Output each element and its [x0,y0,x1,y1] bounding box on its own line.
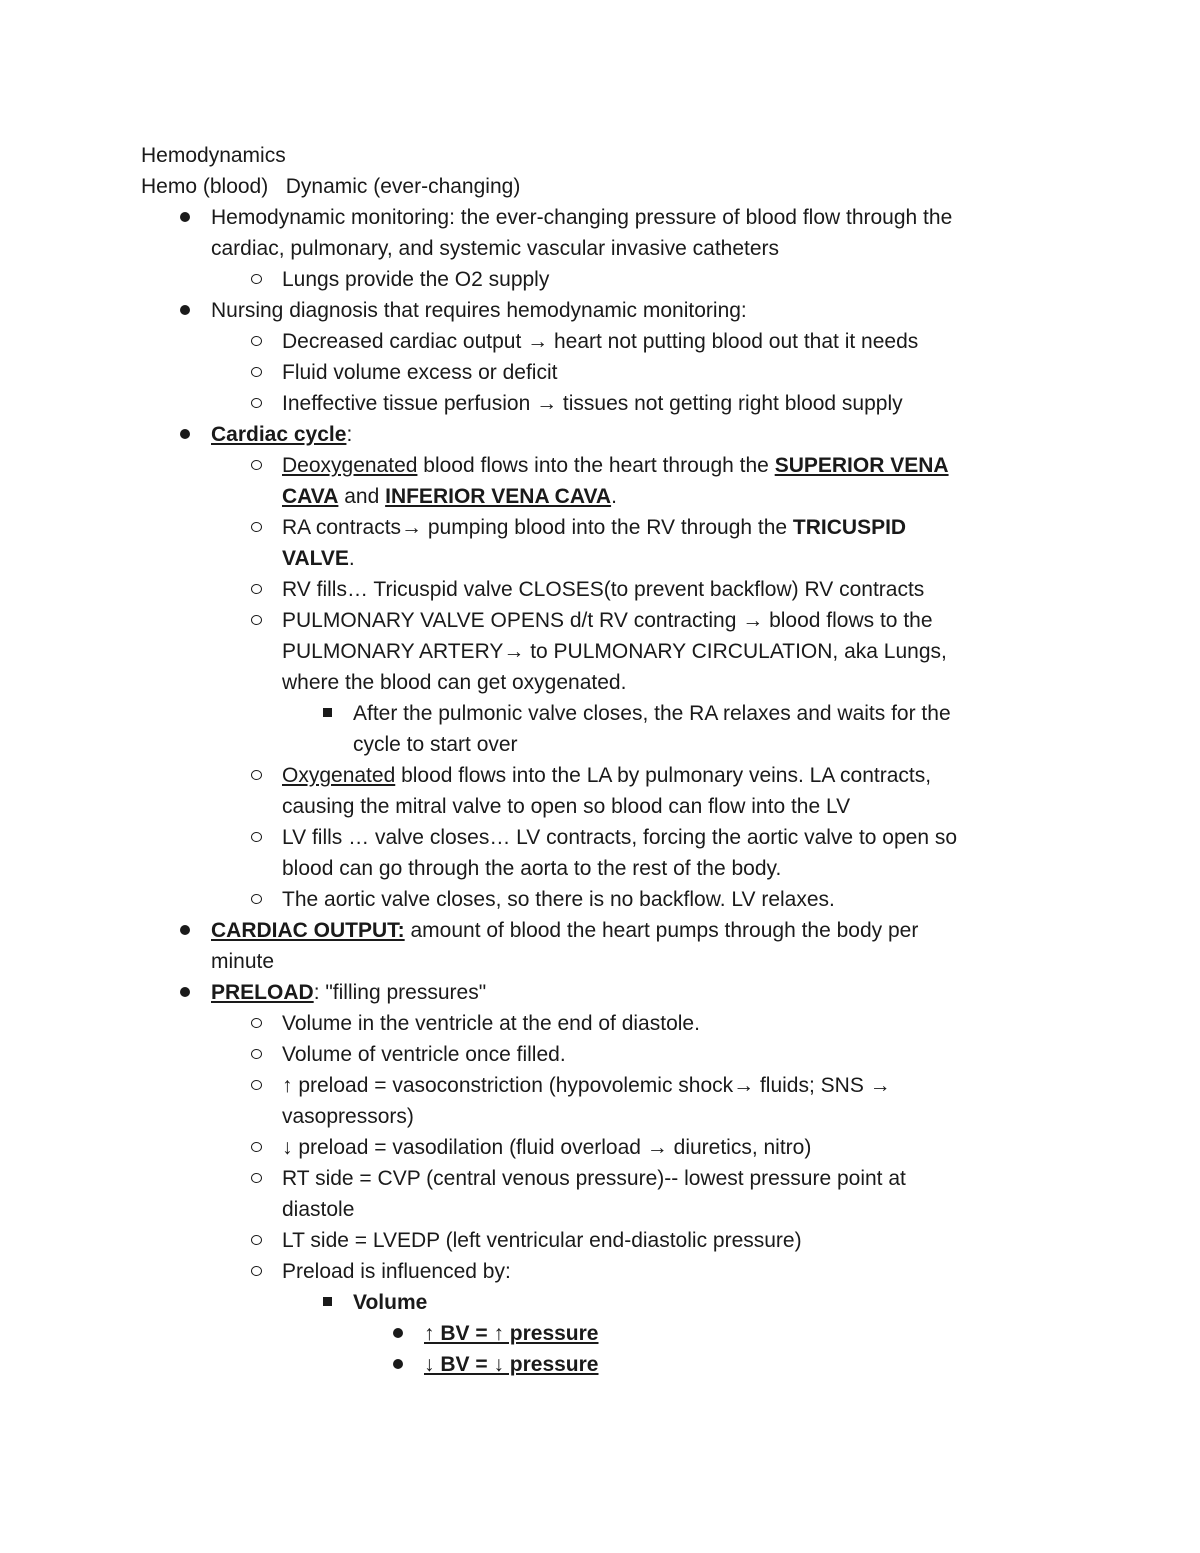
bullet-disc-icon [386,1349,410,1380]
sub-bullet-text: ↓ preload = vasodilation (fluid overload → diuretics, nitro) [282,1136,812,1159]
term-inferior-vena-cava: INFERIOR VENA CAVA [385,485,612,508]
bullet-circle-icon [244,1256,268,1287]
bullet-circle-icon [244,760,268,791]
sub-bullet-deoxygenated [141,450,1061,512]
sub-sub-bullet-text: cycle to start over [353,733,518,756]
term-tricuspid: TRICUSPID [792,516,907,539]
bullet-circle-icon [244,450,268,481]
sub-sub-bullet-pulmonic-valve [141,698,1061,760]
bullet-cardiac-cycle [141,419,1061,450]
bullet-circle-icon [244,1070,268,1101]
sub-bullet-decreased-output [141,326,1061,357]
sub-bullet-fluid-volume [141,357,1061,388]
term-superior-vena: SUPERIOR VENA [774,454,949,477]
term-cava: CAVA [282,485,339,508]
bullet-square-icon [315,1287,339,1318]
sub-bullet-text: Lungs provide the O2 supply [282,268,550,291]
sub-bullet-preload-influenced [141,1256,1061,1287]
sub-bullet-text: RV fills… Tricuspid valve CLOSES(to prevent backflow) RV contracts [282,578,925,601]
sub-bullet-text: vasopressors) [282,1105,414,1128]
bullet-circle-icon [244,326,268,357]
text-run: RA contracts→ pumping blood into the RV through the [282,516,793,539]
bullet-circle-icon [244,1008,268,1039]
bv-up-text: ↑ BV = ↑ pressure [424,1322,599,1345]
document-title: Hemodynamics [141,144,286,167]
sub-bullet-text: Volume in the ventricle at the end of diastole. [282,1012,700,1035]
preload-heading: PRELOAD [211,981,314,1004]
text-run: amount of blood the heart pumps through the body per [404,919,919,942]
cardiac-cycle-heading: Cardiac cycle [211,423,347,446]
bullet-circle-icon [244,884,268,915]
bv-down-text: ↓ BV = ↓ pressure [424,1353,599,1376]
sub-bullet-preload-volume-end [141,1008,1061,1039]
sub-bullet-pulmonary-valve [141,605,1061,698]
bullet-circle-icon [244,1163,268,1194]
bullet-cardiac-output [141,915,1061,977]
bullet-disc-icon [173,295,197,326]
bullet-circle-icon [244,822,268,853]
bullet-text: Nursing diagnosis that requires hemodynamic monitoring: [211,299,747,322]
term-valve: VALVE [282,547,349,570]
document-subtitle: Hemo (blood) Dynamic (ever-changing) [141,175,521,198]
sub-bullet-text: causing the mitral valve to open so blood can flow into the LV [282,795,851,818]
bullet-circle-icon [244,388,268,419]
sub-bullet-text: Preload is influenced by: [282,1260,511,1283]
volume-label: Volume [353,1291,428,1314]
sub-bullet-text: Ineffective tissue perfusion → tissues not getting right blood supply [282,392,903,415]
cardiac-output-heading: CARDIAC OUTPUT: [211,919,405,942]
sub-bullet-preload-down [141,1132,1061,1163]
text-run: and [338,485,386,508]
bullet-preload [141,977,1061,1008]
term-deoxygenated: Deoxygenated [282,454,418,477]
bullet-disc-icon [173,202,197,233]
bullet-circle-icon [244,1039,268,1070]
sub-bullet-ra-contracts [141,512,1061,574]
bullet-circle-icon [244,1225,268,1256]
level4-bullet-bv-down [141,1349,1061,1380]
sub-bullet-lt-side [141,1225,1061,1256]
bullet-text: minute [211,950,275,973]
sub-bullet-text: ↑ preload = vasoconstriction (hypovolemic shock→ fluids; SNS → [282,1074,891,1097]
bullet-text: Hemodynamic monitoring: the ever-changing pressure of blood flow through the [211,206,953,229]
bullet-disc-icon [173,419,197,450]
text-run: blood flows into the heart through the [417,454,775,477]
sub-bullet-oxygenated [141,760,1061,822]
sub-bullet-rt-side [141,1163,1061,1225]
bullet-text: cardiac, pulmonary, and systemic vascular invasive catheters [211,237,780,260]
sub-bullet-lv-fills [141,822,1061,884]
level4-bullet-bv-up [141,1318,1061,1349]
sub-bullet-text: RT side = CVP (central venous pressure)-- lowest pressure point at [282,1167,906,1190]
bullet-circle-icon [244,574,268,605]
sub-bullet-tissue-perfusion [141,388,1061,419]
heading-colon: : [346,423,353,446]
sub-bullet-preload-up [141,1070,1061,1132]
sub-sub-bullet-text: After the pulmonic valve closes, the RA relaxes and waits for the [353,702,951,725]
sub-bullet-text: LT side = LVEDP (left ventricular end-diastolic pressure) [282,1229,802,1252]
bullet-circle-icon [244,264,268,295]
sub-bullet-text: Volume of ventricle once filled. [282,1043,566,1066]
sub-bullet-lungs [141,264,1061,295]
sub-bullet-aortic-valve [141,884,1061,915]
sub-bullet-text: diastole [282,1198,355,1221]
bullet-circle-icon [244,357,268,388]
sub-sub-bullet-volume [141,1287,1061,1318]
bullet-circle-icon [244,1132,268,1163]
text-run: . [348,547,355,570]
sub-bullet-text: blood can go through the aorta to the rest of the body. [282,857,782,880]
bullet-circle-icon [244,605,268,636]
sub-bullet-text: Decreased cardiac output → heart not putting blood out that it needs [282,330,919,353]
sub-bullet-text: LV fills … valve closes… LV contracts, forcing the aortic valve to open so [282,826,958,849]
bullet-nursing-diagnosis [141,295,1061,326]
sub-bullet-rv-fills [141,574,1061,605]
bullet-disc-icon [386,1318,410,1349]
sub-bullet-text: The aortic valve closes, so there is no backflow. LV relaxes. [282,888,835,911]
term-oxygenated: Oxygenated [282,764,396,787]
sub-bullet-text: where the blood can get oxygenated. [282,671,627,694]
sub-bullet-text: PULMONARY VALVE OPENS d/t RV contracting → blood flows to the [282,609,933,632]
bullet-square-icon [315,698,339,729]
text-run: . [611,485,617,508]
text-run: blood flows into the LA by pulmonary veins. LA contracts, [395,764,932,787]
bullet-disc-icon [173,977,197,1008]
bullet-hemodynamic-monitoring [141,202,1061,264]
sub-bullet-text: Fluid volume excess or deficit [282,361,558,384]
bullet-disc-icon [173,915,197,946]
bullet-circle-icon [244,512,268,543]
document-page [141,140,1061,1380]
sub-bullet-preload-volume-filled [141,1039,1061,1070]
text-run: : "filling pressures" [313,981,487,1004]
sub-bullet-text: PULMONARY ARTERY→ to PULMONARY CIRCULATION, aka Lungs, [282,640,947,663]
